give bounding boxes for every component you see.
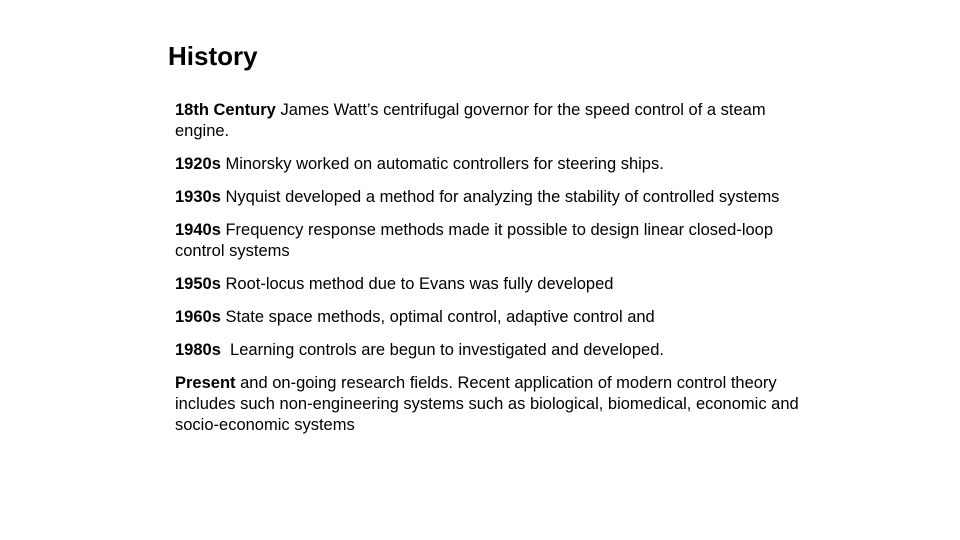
history-entry-1950s [175, 274, 805, 295]
slide-title: History [168, 41, 258, 71]
entry-text: Frequency response methods made it possible to design linear closed-loop control systems [175, 221, 778, 260]
entry-period: 1950s [175, 275, 221, 293]
entry-text: and on-going research fields. Recent application of modern control theory includes such non-engineering systems such as biological, biomedical, economic and socio-economic systems [175, 374, 804, 434]
entry-text: Learning controls are begun to investigated and developed. [220, 341, 664, 359]
entry-period: 1920s [175, 155, 221, 173]
history-entry-1960s [175, 307, 805, 328]
history-entry-1920s [175, 154, 805, 175]
history-entry-present [175, 373, 805, 436]
history-entry-1980s [175, 340, 805, 361]
entry-period: Present [175, 374, 236, 392]
entry-text: Minorsky worked on automatic controllers for steering ships. [220, 155, 664, 173]
entry-period: 18th Century [175, 101, 276, 119]
entry-period: 1960s [175, 308, 221, 326]
entry-text: State space methods, optimal control, adaptive control and [220, 308, 655, 326]
entry-text: James Watt’s centrifugal governor for the speed control of a steam engine. [175, 101, 771, 140]
history-entry-18th-century [175, 100, 805, 142]
history-list [175, 100, 805, 448]
history-entry-1930s [175, 187, 805, 208]
entry-text: Root-locus method due to Evans was fully developed [220, 275, 614, 293]
entry-period: 1930s [175, 188, 221, 206]
entry-period: 1940s [175, 221, 221, 239]
entry-text: Nyquist developed a method for analyzing the stability of controlled systems [220, 188, 780, 206]
history-entry-1940s [175, 220, 805, 262]
entry-period: 1980s [175, 341, 221, 359]
